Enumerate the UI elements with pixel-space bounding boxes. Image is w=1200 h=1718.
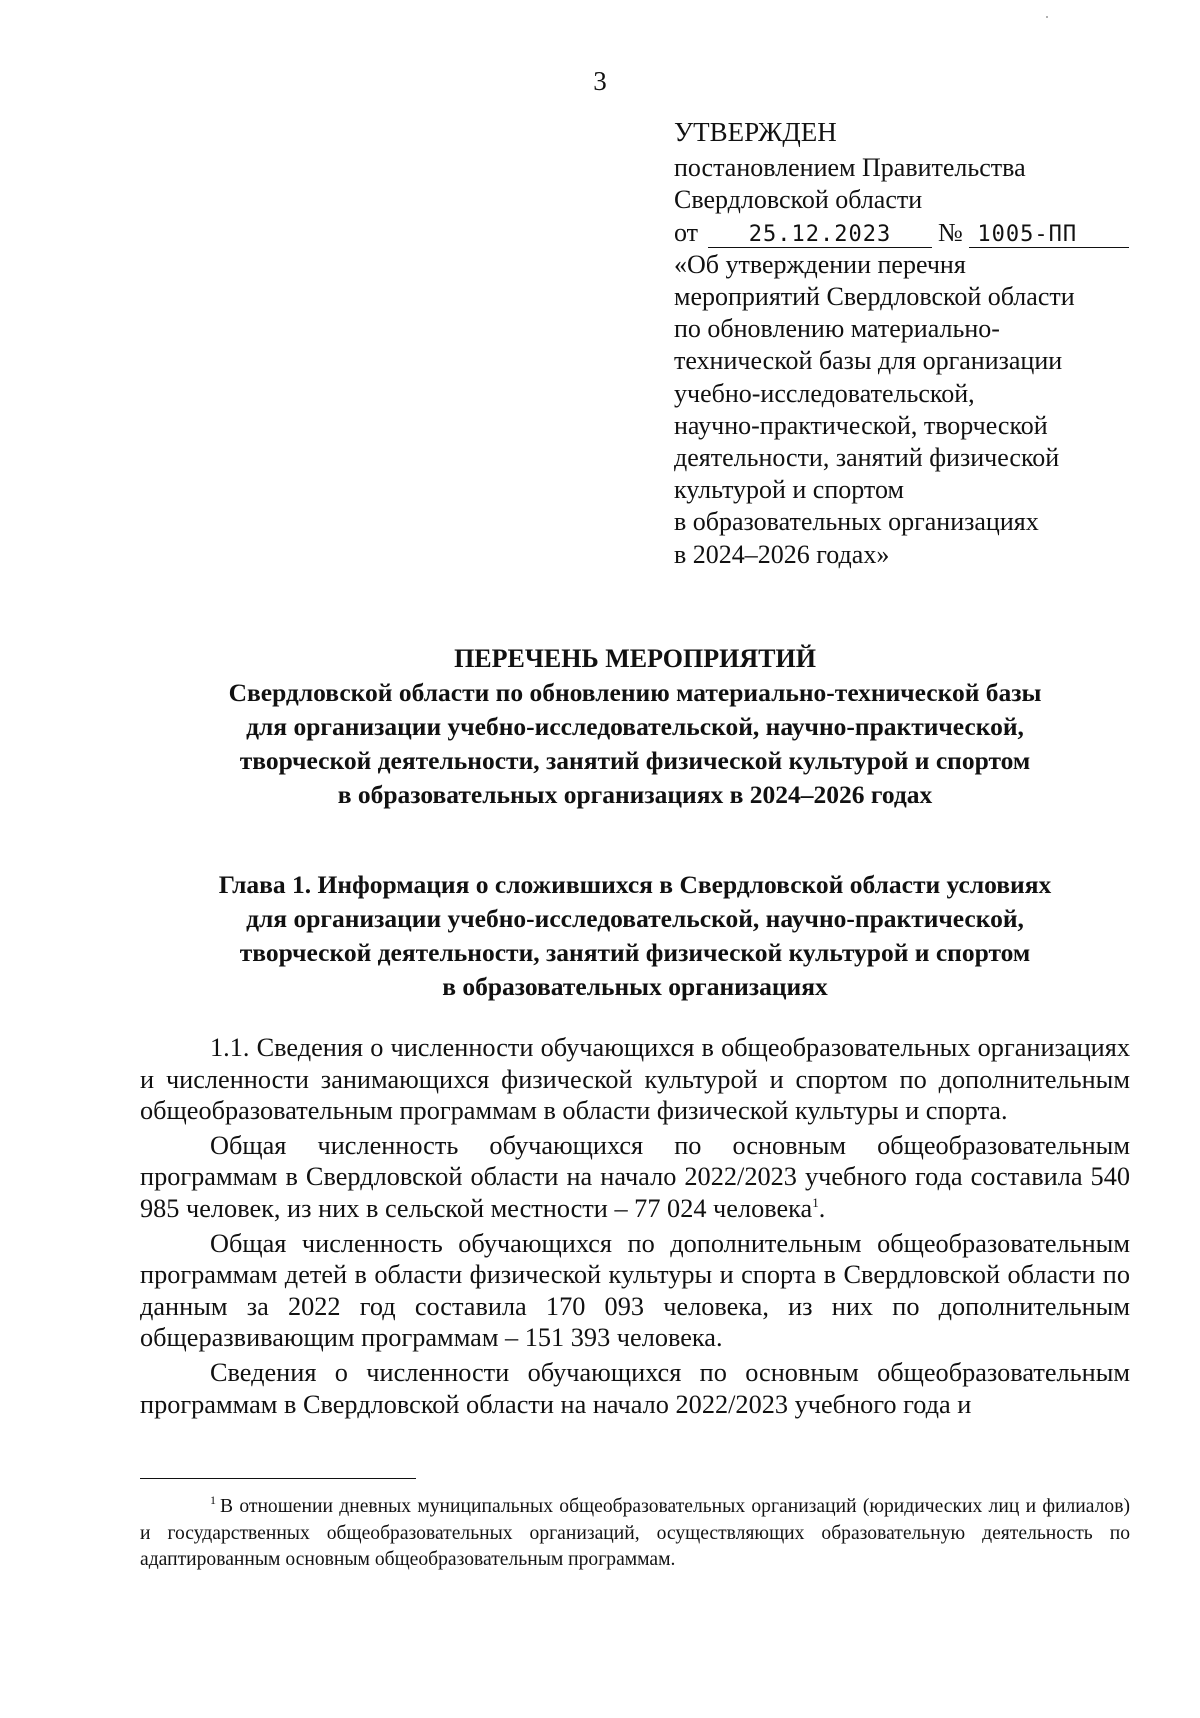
- paragraph-sport-students: Общая численность обучающихся по дополнительным общеобразовательным программам детей в области физической культуры и спорта в Свердловской области по данным за 2022 год составила 170 093 человека, из них по дополнительным общеразвивающим программам – 151 393 человека.: [140, 1228, 1130, 1353]
- number-prefix: №: [938, 217, 963, 247]
- approval-title-line: мероприятий Свердловской области: [674, 282, 1075, 312]
- body-text: [140, 1032, 1130, 1420]
- approval-title-line: «Об утверждении перечня: [674, 249, 966, 279]
- footnote-text: В отношении дневных муниципальных общеобразовательных организаций (юридических лиц и филиалов) и государственных общеобразовательных организаций, осуществляющих образовательную деятельность по адаптированным основным общеобразовательным программам.: [140, 1496, 1130, 1570]
- paragraph-text: Общая численность обучающихся по основным общеобразовательным программам в Свердловской области на начало 2022/2023 учебного года составила 540 985 человек, из них в сельской местности – 77 024 человека: [140, 1130, 1130, 1223]
- document-title-main: ПЕРЕЧЕНЬ МЕРОПРИЯТИЙ: [454, 644, 816, 673]
- approval-line: постановлением Правительства: [674, 153, 1026, 183]
- page-number: 3: [593, 66, 607, 96]
- approval-date-line: [674, 217, 1194, 249]
- footnote-mark: 1: [210, 1493, 216, 1507]
- chapter-heading-line: для организации учебно-исследовательской, научно-практической,: [246, 904, 1024, 933]
- approval-stamp-block: [674, 116, 1194, 571]
- approval-heading: УТВЕРЖДЕН: [674, 117, 837, 147]
- chapter-heading-line: в образовательных организациях: [442, 972, 828, 1001]
- footnote-reference[interactable]: 1: [812, 1194, 819, 1210]
- scan-speck: [1046, 16, 1048, 18]
- approval-title-line: в образовательных организациях: [674, 507, 1039, 537]
- paragraph-info-students: Сведения о численности обучающихся по основным общеобразовательным программам в Свердловской области на начало 2022/2023 учебного года и: [140, 1357, 1130, 1419]
- document-title-line: Свердловской области по обновлению материально-технической базы: [228, 678, 1042, 707]
- approval-date: 25.12.2023: [708, 223, 932, 248]
- footnote-paragraph: [140, 1494, 1130, 1574]
- approval-title-line: учебно-исследовательской,: [674, 378, 975, 408]
- paragraph-total-students: [140, 1130, 1130, 1225]
- paragraph-1-1: 1.1. Сведения о численности обучающихся в общеобразовательных организациях и численности занимающихся физической культурой и спортом по дополнительным общеобразовательным программам в области физической культуры и спорта.: [140, 1033, 1130, 1126]
- approval-line: Свердловской области: [674, 185, 923, 215]
- chapter-heading: [140, 868, 1130, 1004]
- date-prefix: от: [674, 217, 699, 247]
- approval-number: 1005-ПП: [969, 223, 1129, 248]
- chapter-heading-line: Глава 1. Информация о сложившихся в Свердловской области условиях: [218, 870, 1052, 899]
- footnote-separator: [140, 1478, 416, 1479]
- approval-title-line: культурой и спортом: [674, 475, 904, 505]
- approval-title-line: технической базы для организации: [674, 346, 1063, 376]
- document-title-line: в образовательных организациях в 2024–2026 годах: [337, 780, 933, 809]
- chapter-heading-line: творческой деятельности, занятий физической культурой и спортом: [239, 938, 1031, 967]
- footnote: [140, 1494, 1130, 1574]
- approval-title-line: деятельности, занятий физической: [674, 443, 1060, 473]
- document-title-line: творческой деятельности, занятий физической культурой и спортом: [239, 746, 1031, 775]
- paragraph-end: .: [818, 1193, 826, 1223]
- approval-title-line: по обновлению материально-: [674, 314, 1000, 344]
- document-title-line: для организации учебно-исследовательской, научно-практической,: [246, 712, 1024, 741]
- document-title: [140, 642, 1130, 812]
- approval-title-line: научно-практической, творческой: [674, 410, 1048, 440]
- approval-title-line: в 2024–2026 годах»: [674, 539, 890, 569]
